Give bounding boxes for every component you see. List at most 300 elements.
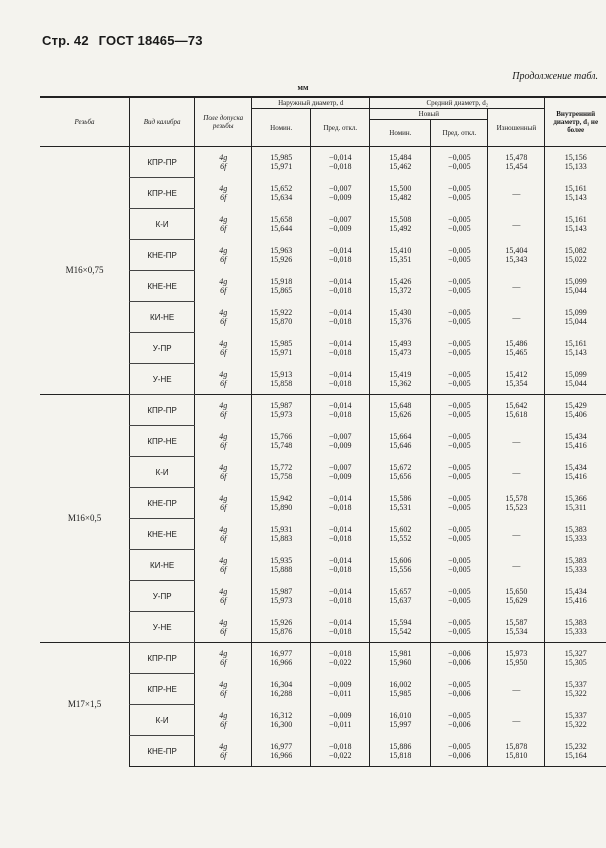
- pitch-nominal-cell-line: 15,606: [389, 556, 412, 565]
- outer-nominal-cell-line: 15,890: [270, 503, 293, 512]
- worn-cell-line: —: [512, 312, 521, 322]
- outer-deviation-cell-line: −0,018: [329, 255, 352, 264]
- tolerance-cell-line: 6f: [220, 286, 227, 295]
- outer-deviation-cell: [311, 705, 370, 736]
- gauge-type-cell: У-НЕ: [130, 612, 195, 643]
- pitch-deviation-cell-line: −0,005: [448, 162, 471, 172]
- tolerance-cell: [195, 302, 252, 333]
- inner-diameter-cell: [545, 240, 606, 271]
- worn-cell-line: 15,587: [505, 617, 528, 627]
- worn-cell: [488, 426, 545, 457]
- outer-deviation-cell-line: −0,011: [329, 720, 352, 729]
- inner-diameter-cell-line: 15,383: [564, 525, 587, 534]
- gauge-dimensions-table: [40, 96, 606, 767]
- inner-diameter-cell-line: 15,161: [564, 215, 587, 224]
- outer-deviation-cell: [311, 519, 370, 550]
- outer-nominal-cell-line: 15,922: [270, 308, 293, 317]
- outer-nominal-cell: [252, 612, 311, 643]
- outer-deviation-cell: [311, 457, 370, 488]
- col-pitch-nominal: Номин.: [370, 120, 431, 147]
- pitch-nominal-cell: [370, 395, 431, 426]
- pitch-deviation-cell-line: −0,005: [448, 711, 471, 720]
- outer-deviation-cell-line: −0,007: [329, 184, 352, 193]
- col-outer-nominal: Номин.: [252, 109, 311, 147]
- inner-diameter-cell-line: 15,143: [564, 193, 587, 202]
- tolerance-cell: [195, 550, 252, 581]
- inner-diameter-cell-line: 15,434: [564, 587, 587, 596]
- outer-nominal-cell-line: 15,888: [270, 565, 293, 574]
- inner-diameter-cell-line: 15,099: [564, 308, 587, 317]
- outer-nominal-cell: [252, 178, 311, 209]
- outer-deviation-cell-line: −0,014: [329, 153, 352, 163]
- col-inner-diameter: Внутренний диаметр, d₁ не более: [545, 97, 606, 147]
- worn-cell-line: 15,810: [505, 750, 528, 760]
- worn-cell-line: 15,618: [505, 410, 528, 420]
- pitch-deviation-cell-line: −0,005: [448, 339, 471, 348]
- gauge-type-cell: К-И: [130, 209, 195, 240]
- col-tolerance-field: Поле допуска резьбы: [195, 97, 252, 147]
- inner-diameter-cell: [545, 147, 606, 178]
- outer-deviation-cell-line: −0,014: [329, 494, 352, 503]
- worn-cell-line: 15,973: [505, 649, 528, 659]
- pitch-nominal-cell-line: 15,376: [389, 317, 412, 326]
- inner-diameter-cell-line: 15,333: [564, 626, 587, 636]
- tolerance-cell-line: 6f: [220, 348, 227, 357]
- inner-diameter-cell-line: 15,044: [564, 286, 587, 295]
- pitch-deviation-cell-line: −0,005: [448, 308, 471, 317]
- pitch-deviation-cell-line: −0,005: [448, 596, 471, 605]
- outer-nominal-cell-line: 15,971: [270, 348, 293, 357]
- outer-deviation-cell-line: −0,014: [329, 369, 352, 379]
- pitch-deviation-cell-line: −0,005: [448, 246, 471, 255]
- tolerance-cell-line: 6f: [220, 193, 227, 202]
- outer-nominal-cell-line: 15,644: [270, 224, 293, 233]
- outer-nominal-cell-line: 16,312: [270, 711, 293, 720]
- outer-deviation-cell-line: −0,007: [329, 432, 352, 441]
- inner-diameter-cell-line: 15,311: [564, 503, 587, 512]
- pitch-nominal-cell-line: 15,626: [389, 410, 412, 420]
- tolerance-cell-line: 6f: [220, 503, 227, 512]
- pitch-deviation-cell: [431, 581, 488, 612]
- inner-diameter-cell-line: 15,082: [564, 246, 587, 255]
- tolerance-cell: [195, 705, 252, 736]
- inner-diameter-cell-line: 15,305: [564, 658, 587, 668]
- pitch-nominal-cell-line: 15,484: [389, 153, 412, 163]
- outer-deviation-cell-line: −0,007: [329, 215, 352, 224]
- worn-cell: [488, 581, 545, 612]
- outer-deviation-cell: [311, 333, 370, 364]
- table-row: [40, 643, 606, 674]
- gauge-type-cell: У-НЕ: [130, 364, 195, 395]
- pitch-nominal-cell-line: 15,531: [389, 503, 412, 512]
- outer-deviation-cell: [311, 364, 370, 395]
- pitch-nominal-cell: [370, 426, 431, 457]
- outer-nominal-cell-line: 15,918: [270, 277, 293, 286]
- pitch-deviation-cell: [431, 147, 488, 178]
- outer-nominal-cell: [252, 333, 311, 364]
- gauge-type-cell: КНЕ-ПР: [130, 240, 195, 271]
- worn-cell-line: —: [512, 436, 521, 446]
- outer-nominal-cell-line: 16,966: [270, 658, 293, 668]
- inner-diameter-cell-line: 15,099: [564, 369, 587, 379]
- pitch-deviation-cell: [431, 271, 488, 302]
- outer-deviation-cell-line: −0,018: [329, 317, 352, 326]
- outer-deviation-cell-line: −0,009: [329, 472, 352, 481]
- tolerance-cell: [195, 736, 252, 767]
- worn-cell-line: 15,465: [505, 348, 528, 357]
- inner-diameter-cell-line: 15,322: [564, 689, 587, 698]
- pitch-nominal-cell-line: 15,981: [389, 649, 412, 659]
- pitch-deviation-cell-line: −0,005: [448, 617, 471, 627]
- pitch-nominal-cell: [370, 705, 431, 736]
- inner-diameter-cell: [545, 612, 606, 643]
- pitch-deviation-cell: [431, 457, 488, 488]
- worn-cell-line: —: [512, 529, 521, 539]
- pitch-deviation-cell-line: −0,005: [448, 556, 471, 565]
- inner-diameter-cell: [545, 178, 606, 209]
- tolerance-cell-line: 4g: [219, 369, 228, 379]
- col-outer-deviation: Пред. откл.: [311, 109, 370, 147]
- outer-deviation-cell-line: −0,014: [329, 401, 352, 411]
- pitch-deviation-cell-line: −0,005: [448, 378, 471, 388]
- outer-deviation-cell-line: −0,007: [329, 463, 352, 472]
- worn-cell: [488, 364, 545, 395]
- gauge-type-cell: КПР-ПР: [130, 147, 195, 178]
- outer-nominal-cell-line: 15,935: [270, 556, 293, 565]
- tolerance-cell: [195, 240, 252, 271]
- pitch-deviation-cell-line: −0,005: [448, 255, 471, 264]
- pitch-nominal-cell-line: 15,462: [389, 162, 412, 172]
- tolerance-cell-line: 6f: [220, 534, 227, 543]
- pitch-deviation-cell-line: −0,005: [448, 534, 471, 543]
- outer-nominal-cell: [252, 519, 311, 550]
- tolerance-cell-line: 4g: [219, 587, 228, 596]
- inner-diameter-cell-line: 15,383: [564, 617, 587, 627]
- pitch-nominal-cell: [370, 488, 431, 519]
- gauge-type-cell: КПР-НЕ: [130, 426, 195, 457]
- worn-cell-line: —: [512, 684, 521, 694]
- pitch-nominal-cell: [370, 302, 431, 333]
- outer-nominal-cell-line: 16,966: [270, 750, 293, 760]
- worn-cell-line: —: [512, 560, 521, 570]
- tolerance-cell-line: 6f: [220, 720, 227, 729]
- tolerance-cell-line: 6f: [220, 224, 227, 233]
- pitch-nominal-cell-line: 15,493: [389, 339, 412, 348]
- thread-cell: M16×0,5: [40, 395, 130, 643]
- tolerance-cell: [195, 271, 252, 302]
- tolerance-cell-line: 6f: [220, 378, 227, 388]
- pitch-nominal-cell-line: 15,672: [389, 463, 412, 472]
- pitch-nominal-cell-line: 15,492: [389, 224, 412, 233]
- pitch-nominal-cell: [370, 550, 431, 581]
- col-pitch-deviation: Пред. откл.: [431, 120, 488, 147]
- pitch-deviation-cell-line: −0,005: [448, 503, 471, 512]
- outer-nominal-cell: [252, 674, 311, 705]
- col-pitch-diameter: Средний диаметр, d₂: [370, 97, 545, 109]
- tolerance-cell-line: 4g: [219, 617, 228, 627]
- pitch-nominal-cell: [370, 581, 431, 612]
- outer-nominal-cell-line: 15,913: [270, 369, 293, 379]
- inner-diameter-cell-line: 15,383: [564, 556, 587, 565]
- col-thread: Резьба: [40, 97, 130, 147]
- worn-cell: [488, 271, 545, 302]
- tolerance-cell-line: 6f: [220, 565, 227, 574]
- pitch-deviation-cell-line: −0,006: [448, 658, 471, 668]
- pitch-deviation-cell-line: −0,005: [448, 348, 471, 357]
- tolerance-cell: [195, 364, 252, 395]
- inner-diameter-cell-line: 15,406: [564, 410, 587, 420]
- worn-cell-line: —: [512, 188, 521, 198]
- pitch-nominal-cell-line: 15,410: [389, 246, 412, 255]
- tolerance-cell: [195, 612, 252, 643]
- gauge-type-cell: КИ-НЕ: [130, 550, 195, 581]
- tolerance-cell-line: 6f: [220, 658, 227, 668]
- outer-nominal-cell-line: 15,858: [270, 378, 293, 388]
- pitch-deviation-cell-line: −0,005: [448, 680, 471, 689]
- tolerance-cell-line: 4g: [219, 463, 228, 472]
- worn-cell: [488, 488, 545, 519]
- inner-diameter-cell-line: 15,161: [564, 339, 587, 348]
- tolerance-cell: [195, 333, 252, 364]
- outer-deviation-cell-line: −0,018: [329, 534, 352, 543]
- outer-deviation-cell-line: −0,018: [329, 503, 352, 512]
- outer-nominal-cell-line: 15,926: [270, 255, 293, 264]
- gauge-type-cell: КИ-НЕ: [130, 302, 195, 333]
- worn-cell-line: —: [512, 467, 521, 477]
- thread-cell: M17×1,5: [40, 643, 130, 767]
- outer-nominal-cell-line: 15,942: [270, 494, 293, 503]
- outer-nominal-cell-line: 15,883: [270, 534, 293, 543]
- pitch-deviation-cell-line: −0,006: [448, 649, 471, 659]
- pitch-nominal-cell-line: 15,997: [389, 720, 412, 729]
- pitch-nominal-cell-line: 15,646: [389, 441, 412, 450]
- worn-cell: [488, 209, 545, 240]
- pitch-deviation-cell-line: −0,005: [448, 463, 471, 472]
- outer-deviation-cell-line: −0,018: [329, 286, 352, 295]
- outer-deviation-cell-line: −0,022: [329, 658, 352, 668]
- outer-deviation-cell-line: −0,018: [329, 348, 352, 357]
- pitch-deviation-cell-line: −0,005: [448, 741, 471, 751]
- inner-diameter-cell-line: 15,434: [564, 432, 587, 441]
- inner-diameter-cell-line: 15,416: [564, 472, 587, 481]
- worn-cell-line: 15,629: [505, 596, 528, 605]
- outer-deviation-cell-line: −0,018: [329, 626, 352, 636]
- pitch-deviation-cell-line: −0,005: [448, 153, 471, 163]
- pitch-nominal-cell: [370, 240, 431, 271]
- worn-cell-line: —: [512, 715, 521, 725]
- pitch-nominal-cell-line: 15,542: [389, 626, 412, 636]
- col-gauge-type: Вид калибра: [130, 97, 195, 147]
- pitch-nominal-cell-line: 15,602: [389, 525, 412, 534]
- gauge-type-cell: КПР-НЕ: [130, 178, 195, 209]
- tolerance-cell-line: 6f: [220, 689, 227, 698]
- pitch-deviation-cell-line: −0,005: [448, 626, 471, 636]
- pitch-deviation-cell-line: −0,005: [448, 401, 471, 411]
- pitch-nominal-cell-line: 15,482: [389, 193, 412, 202]
- pitch-nominal-cell-line: 15,594: [389, 617, 412, 627]
- worn-cell: [488, 302, 545, 333]
- tolerance-cell-line: 6f: [220, 410, 227, 420]
- outer-nominal-cell: [252, 550, 311, 581]
- outer-deviation-cell-line: −0,022: [329, 750, 352, 760]
- pitch-nominal-cell-line: 15,372: [389, 286, 412, 295]
- inner-diameter-cell-line: 15,044: [564, 378, 587, 388]
- worn-cell: [488, 674, 545, 705]
- gauge-type-cell: КПР-ПР: [130, 395, 195, 426]
- inner-diameter-cell-line: 15,143: [564, 224, 587, 233]
- tolerance-cell: [195, 519, 252, 550]
- pitch-deviation-cell: [431, 426, 488, 457]
- tolerance-cell-line: 4g: [219, 339, 228, 348]
- tolerance-cell: [195, 674, 252, 705]
- inner-diameter-cell-line: 15,366: [564, 494, 587, 503]
- pitch-deviation-cell: [431, 302, 488, 333]
- outer-deviation-cell: [311, 488, 370, 519]
- worn-cell-line: 15,878: [505, 741, 528, 751]
- inner-diameter-cell: [545, 457, 606, 488]
- pitch-nominal-cell-line: 15,985: [389, 689, 412, 698]
- pitch-nominal-cell-line: 15,426: [389, 277, 412, 286]
- gauge-type-cell: У-ПР: [130, 333, 195, 364]
- pitch-deviation-cell-line: −0,005: [448, 215, 471, 224]
- worn-cell-line: —: [512, 281, 521, 291]
- outer-deviation-cell-line: −0,009: [329, 224, 352, 233]
- gauge-type-cell: КНЕ-ПР: [130, 736, 195, 767]
- outer-nominal-cell: [252, 581, 311, 612]
- pitch-deviation-cell: [431, 333, 488, 364]
- pitch-nominal-cell: [370, 147, 431, 178]
- outer-deviation-cell-line: −0,014: [329, 587, 352, 596]
- inner-diameter-cell: [545, 643, 606, 674]
- worn-cell-line: 15,478: [505, 153, 528, 163]
- worn-cell-line: 15,486: [505, 339, 528, 348]
- pitch-deviation-cell-line: −0,005: [448, 472, 471, 481]
- outer-nominal-cell-line: 16,304: [270, 680, 293, 689]
- outer-nominal-cell-line: 15,926: [270, 617, 293, 627]
- outer-nominal-cell: [252, 395, 311, 426]
- inner-diameter-cell: [545, 519, 606, 550]
- tolerance-cell: [195, 395, 252, 426]
- pitch-nominal-cell-line: 15,664: [389, 432, 412, 441]
- pitch-deviation-cell: [431, 674, 488, 705]
- outer-deviation-cell-line: −0,018: [329, 596, 352, 605]
- outer-deviation-cell: [311, 550, 370, 581]
- inner-diameter-cell-line: 15,416: [564, 441, 587, 450]
- outer-deviation-cell-line: −0,014: [329, 617, 352, 627]
- outer-deviation-cell-line: −0,014: [329, 339, 352, 348]
- pitch-deviation-cell: [431, 209, 488, 240]
- tolerance-cell: [195, 426, 252, 457]
- tolerance-cell-line: 4g: [219, 494, 228, 503]
- outer-nominal-cell-line: 15,865: [270, 286, 293, 295]
- outer-deviation-cell: [311, 395, 370, 426]
- tolerance-cell-line: 4g: [219, 184, 228, 193]
- inner-diameter-cell-line: 15,416: [564, 596, 587, 605]
- outer-nominal-cell-line: 15,876: [270, 626, 293, 636]
- tolerance-cell-line: 4g: [219, 525, 228, 534]
- outer-nominal-cell-line: 16,288: [270, 689, 293, 698]
- pitch-deviation-cell-line: −0,005: [448, 224, 471, 233]
- outer-nominal-cell: [252, 209, 311, 240]
- pitch-nominal-cell-line: 15,657: [389, 587, 412, 596]
- pitch-deviation-cell-line: −0,006: [448, 689, 471, 698]
- inner-diameter-cell-line: 15,327: [564, 649, 587, 659]
- pitch-nominal-cell: [370, 643, 431, 674]
- inner-diameter-cell: [545, 674, 606, 705]
- tolerance-cell-line: 4g: [219, 401, 228, 411]
- outer-nominal-cell-line: 15,971: [270, 162, 293, 172]
- inner-diameter-cell: [545, 581, 606, 612]
- inner-diameter-cell: [545, 550, 606, 581]
- outer-deviation-cell-line: −0,009: [329, 441, 352, 450]
- table-body: [40, 147, 606, 767]
- outer-deviation-cell-line: −0,009: [329, 680, 352, 689]
- pitch-deviation-cell: [431, 705, 488, 736]
- continuation-note: Продолжение табл.: [512, 71, 598, 82]
- outer-nominal-cell-line: 15,748: [270, 441, 293, 450]
- outer-nominal-cell-line: 15,758: [270, 472, 293, 481]
- pitch-deviation-cell: [431, 550, 488, 581]
- pitch-nominal-cell: [370, 364, 431, 395]
- worn-cell-line: 15,412: [505, 369, 528, 379]
- worn-cell-line: 15,534: [505, 626, 528, 636]
- pitch-nominal-cell-line: 16,002: [389, 680, 412, 689]
- outer-deviation-cell: [311, 736, 370, 767]
- col-outer-diameter: Наружный диаметр, d: [252, 97, 370, 109]
- outer-nominal-cell-line: 15,987: [270, 401, 293, 411]
- pitch-nominal-cell-line: 15,362: [389, 378, 412, 388]
- pitch-deviation-cell-line: −0,005: [448, 432, 471, 441]
- inner-diameter-cell: [545, 209, 606, 240]
- pitch-deviation-cell: [431, 395, 488, 426]
- outer-nominal-cell: [252, 271, 311, 302]
- outer-deviation-cell-line: −0,014: [329, 556, 352, 565]
- outer-nominal-cell-line: 15,931: [270, 525, 293, 534]
- outer-nominal-cell: [252, 426, 311, 457]
- pitch-nominal-cell: [370, 736, 431, 767]
- inner-diameter-cell-line: 15,232: [564, 741, 587, 751]
- pitch-deviation-cell-line: −0,005: [448, 369, 471, 379]
- outer-deviation-cell: [311, 302, 370, 333]
- outer-deviation-cell: [311, 426, 370, 457]
- tolerance-cell-line: 6f: [220, 441, 227, 450]
- inner-diameter-cell: [545, 271, 606, 302]
- inner-diameter-cell: [545, 395, 606, 426]
- pitch-nominal-cell-line: 15,886: [389, 741, 412, 751]
- worn-cell-line: 15,523: [505, 503, 528, 512]
- outer-deviation-cell-line: −0,014: [329, 277, 352, 286]
- inner-diameter-cell: [545, 426, 606, 457]
- pitch-nominal-cell-line: 15,818: [389, 750, 412, 760]
- gauge-type-cell: К-И: [130, 705, 195, 736]
- worn-cell: [488, 457, 545, 488]
- outer-deviation-cell-line: −0,014: [329, 525, 352, 534]
- tolerance-cell: [195, 457, 252, 488]
- outer-deviation-cell: [311, 581, 370, 612]
- gauge-type-cell: К-И: [130, 457, 195, 488]
- inner-diameter-cell-line: 15,161: [564, 184, 587, 193]
- worn-cell: [488, 736, 545, 767]
- pitch-nominal-cell-line: 15,508: [389, 215, 412, 224]
- worn-cell-line: 15,650: [505, 587, 528, 596]
- worn-cell-line: 15,454: [505, 162, 528, 172]
- pitch-deviation-cell: [431, 178, 488, 209]
- outer-nominal-cell: [252, 147, 311, 178]
- outer-deviation-cell: [311, 612, 370, 643]
- gauge-type-cell: КНЕ-НЕ: [130, 519, 195, 550]
- outer-nominal-cell: [252, 705, 311, 736]
- tolerance-cell: [195, 488, 252, 519]
